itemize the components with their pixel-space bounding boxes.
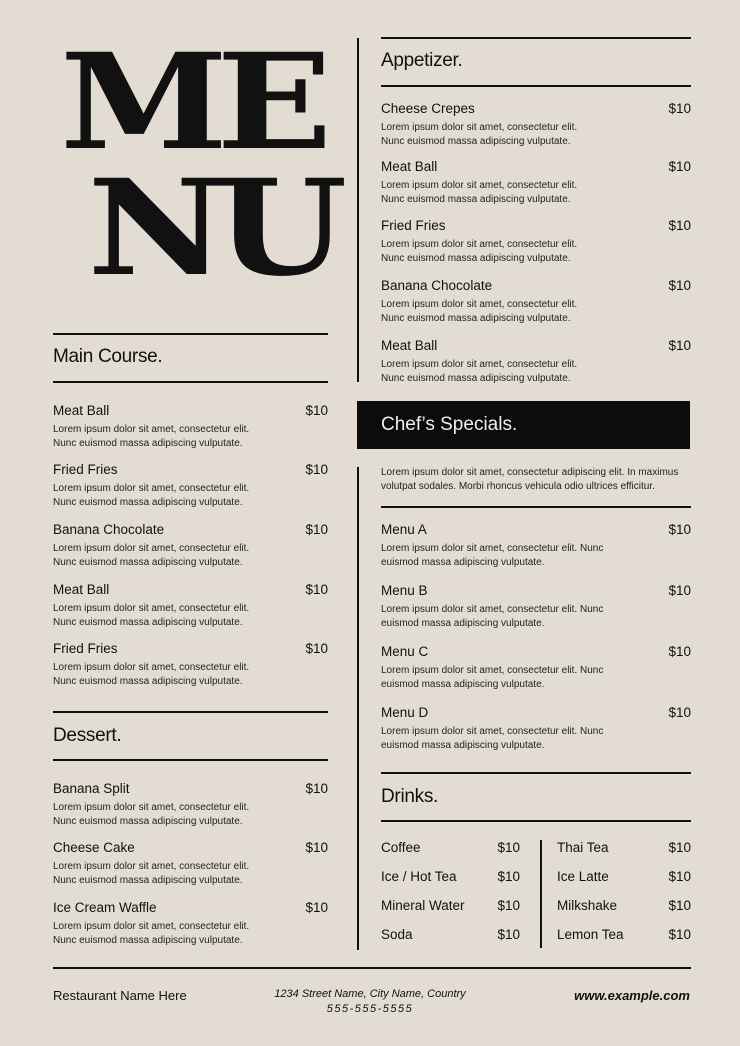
menu-item xyxy=(53,462,328,510)
main-course-heading: Main Course. xyxy=(53,346,163,367)
menu-item xyxy=(381,705,691,753)
item-name: Menu B xyxy=(381,583,428,598)
menu-item xyxy=(53,641,328,689)
item-description-line1: Lorem ipsum dolor sit amet, consectetur elit. xyxy=(381,239,578,250)
item-description-line1: Lorem ipsum dolor sit amet, consectetur elit. xyxy=(53,861,250,872)
item-description-line2: Nunc euismod massa adipiscing vulputate. xyxy=(381,194,571,205)
menu-item xyxy=(53,900,328,948)
menu-item xyxy=(381,338,691,386)
divider xyxy=(53,711,328,713)
item-price: $10 xyxy=(305,641,328,656)
item-price: $10 xyxy=(305,781,328,796)
drink-price: $10 xyxy=(497,869,520,884)
item-description-line2: Nunc euismod massa adipiscing vulputate. xyxy=(53,816,243,827)
item-description-line2: Nunc euismod massa adipiscing vulputate. xyxy=(381,136,571,147)
drink-price: $10 xyxy=(668,898,691,913)
drink-price: $10 xyxy=(497,898,520,913)
item-price: $10 xyxy=(668,218,691,233)
item-price: $10 xyxy=(668,101,691,116)
dessert-heading: Dessert. xyxy=(53,725,122,746)
menu-item xyxy=(381,101,691,149)
drink-price: $10 xyxy=(668,840,691,855)
divider xyxy=(381,772,691,774)
item-description-line2: Nunc euismod massa adipiscing vulputate. xyxy=(53,935,243,946)
item-description-line1: Lorem ipsum dolor sit amet, consectetur elit. xyxy=(53,603,250,614)
item-name: Banana Chocolate xyxy=(53,522,165,537)
item-price: $10 xyxy=(668,278,691,293)
drink-item xyxy=(381,927,520,942)
item-description-line2: Nunc euismod massa adipiscing vulputate. xyxy=(53,676,243,687)
item-description-line1: Lorem ipsum dolor sit amet, consectetur elit. xyxy=(53,483,250,494)
menu-title-line1: ME xyxy=(60,25,321,180)
item-description xyxy=(381,298,691,326)
item-description-line2: euismod massa adipiscing vulputate. xyxy=(381,740,545,751)
item-description-line2: Nunc euismod massa adipiscing vulputate. xyxy=(53,557,243,568)
footer-divider xyxy=(53,967,691,969)
divider xyxy=(381,506,691,508)
item-description-line1: Lorem ipsum dolor sit amet, consectetur elit. xyxy=(53,921,250,932)
drink-price: $10 xyxy=(668,927,691,942)
item-description xyxy=(381,542,691,570)
divider xyxy=(53,759,328,761)
item-name: Fried Fries xyxy=(53,462,118,477)
item-name: Meat Ball xyxy=(53,403,110,418)
specials-intro-line2: volutpat sodales. Morbi rhoncus vehicula odio ultrices efficitur. xyxy=(381,481,655,492)
specials-intro-line1: Lorem ipsum dolor sit amet, consectetur adipiscing elit. In maximus xyxy=(381,467,679,478)
drink-item xyxy=(381,840,520,855)
item-description-line2: euismod massa adipiscing vulputate. xyxy=(381,618,545,629)
item-name: Meat Ball xyxy=(381,159,438,174)
item-name: Menu A xyxy=(381,522,427,537)
drink-item xyxy=(557,927,691,942)
item-description xyxy=(53,801,328,829)
item-price: $10 xyxy=(668,583,691,598)
item-name: Menu C xyxy=(381,644,429,659)
item-description-line2: euismod massa adipiscing vulputate. xyxy=(381,557,545,568)
item-description-line2: Nunc euismod massa adipiscing vulputate. xyxy=(381,253,571,264)
item-description xyxy=(381,121,691,149)
drink-item xyxy=(557,869,691,884)
menu-item xyxy=(53,582,328,630)
item-name: Banana Chocolate xyxy=(381,278,493,293)
item-description xyxy=(381,725,691,753)
item-description-line1: Lorem ipsum dolor sit amet, consectetur elit. xyxy=(381,180,578,191)
restaurant-name: Restaurant Name Here xyxy=(53,988,187,1003)
divider xyxy=(53,381,328,383)
item-name: Meat Ball xyxy=(381,338,438,353)
item-price: $10 xyxy=(305,582,328,597)
menu-item xyxy=(381,218,691,266)
column-divider xyxy=(357,467,359,950)
item-name: Ice Cream Waffle xyxy=(53,900,157,915)
item-price: $10 xyxy=(305,900,328,915)
item-price: $10 xyxy=(305,403,328,418)
drink-name: Thai Tea xyxy=(557,840,609,855)
specials-intro xyxy=(381,466,701,494)
item-description-line1: Lorem ipsum dolor sit amet, consectetur elit. xyxy=(381,359,578,370)
menu-item xyxy=(53,781,328,829)
item-description-line1: Lorem ipsum dolor sit amet, consectetur elit. xyxy=(53,662,250,673)
item-description xyxy=(53,602,328,630)
menu-item xyxy=(381,522,691,570)
item-description-line2: Nunc euismod massa adipiscing vulputate. xyxy=(381,373,571,384)
divider xyxy=(381,820,691,822)
drink-item xyxy=(557,840,691,855)
menu-item xyxy=(53,403,328,451)
item-name: Meat Ball xyxy=(53,582,110,597)
item-description-line1: Lorem ipsum dolor sit amet, consectetur elit. Nunc xyxy=(381,726,604,737)
item-description-line2: euismod massa adipiscing vulputate. xyxy=(381,679,545,690)
drink-item xyxy=(381,898,520,913)
divider xyxy=(53,333,328,335)
drink-name: Ice Latte xyxy=(557,869,609,884)
item-price: $10 xyxy=(305,840,328,855)
item-description-line1: Lorem ipsum dolor sit amet, consectetur elit. Nunc xyxy=(381,543,604,554)
item-description xyxy=(381,358,691,386)
column-divider xyxy=(357,38,359,382)
item-price: $10 xyxy=(305,462,328,477)
address: 1234 Street Name, City Name, Country xyxy=(274,988,466,1000)
phone: 555-555-5555 xyxy=(326,1003,414,1015)
menu-item xyxy=(381,644,691,692)
drink-item xyxy=(381,869,520,884)
item-description-line2: Nunc euismod massa adipiscing vulputate. xyxy=(381,313,571,324)
menu-title-line2: NU xyxy=(87,151,336,306)
menu-item xyxy=(381,159,691,207)
drinks-divider xyxy=(540,840,542,948)
item-name: Cheese Cake xyxy=(53,840,135,855)
appetizer-heading: Appetizer. xyxy=(381,50,463,71)
item-description xyxy=(381,238,691,266)
item-description xyxy=(53,423,328,451)
menu-item xyxy=(53,840,328,888)
item-description xyxy=(53,661,328,689)
item-description-line2: Nunc euismod massa adipiscing vulputate. xyxy=(53,617,243,628)
item-price: $10 xyxy=(668,159,691,174)
item-description xyxy=(381,664,691,692)
drink-price: $10 xyxy=(497,840,520,855)
menu-item xyxy=(381,583,691,631)
item-name: Fried Fries xyxy=(53,641,118,656)
drink-name: Ice / Hot Tea xyxy=(381,869,457,884)
item-price: $10 xyxy=(668,338,691,353)
item-name: Menu D xyxy=(381,705,429,720)
item-description-line2: Nunc euismod massa adipiscing vulputate. xyxy=(53,875,243,886)
item-description-line1: Lorem ipsum dolor sit amet, consectetur elit. xyxy=(53,543,250,554)
divider xyxy=(381,85,691,87)
drinks-heading: Drinks. xyxy=(381,786,439,807)
item-description xyxy=(53,542,328,570)
item-description-line1: Lorem ipsum dolor sit amet, consectetur elit. xyxy=(53,802,250,813)
drink-name: Coffee xyxy=(381,840,421,855)
item-name: Banana Split xyxy=(53,781,130,796)
drink-name: Soda xyxy=(381,927,413,942)
menu-item xyxy=(53,522,328,570)
item-description-line1: Lorem ipsum dolor sit amet, consectetur elit. xyxy=(381,122,578,133)
item-description-line1: Lorem ipsum dolor sit amet, consectetur elit. xyxy=(381,299,578,310)
item-description xyxy=(381,603,691,631)
drink-price: $10 xyxy=(497,927,520,942)
item-description xyxy=(381,179,691,207)
item-price: $10 xyxy=(668,644,691,659)
item-description xyxy=(53,920,328,948)
item-price: $10 xyxy=(668,522,691,537)
item-description-line1: Lorem ipsum dolor sit amet, consectetur elit. Nunc xyxy=(381,665,604,676)
item-name: Cheese Crepes xyxy=(381,101,475,116)
drink-name: Lemon Tea xyxy=(557,927,624,942)
item-price: $10 xyxy=(305,522,328,537)
divider xyxy=(381,37,691,39)
item-description-line1: Lorem ipsum dolor sit amet, consectetur elit. Nunc xyxy=(381,604,604,615)
item-name: Fried Fries xyxy=(381,218,446,233)
menu-title xyxy=(60,25,365,306)
item-description xyxy=(53,482,328,510)
chefs-specials-banner: Chef’s Specials. xyxy=(357,401,690,449)
drink-price: $10 xyxy=(668,869,691,884)
item-price: $10 xyxy=(668,705,691,720)
item-description-line2: Nunc euismod massa adipiscing vulputate. xyxy=(53,497,243,508)
item-description-line2: Nunc euismod massa adipiscing vulputate. xyxy=(53,438,243,449)
item-description-line1: Lorem ipsum dolor sit amet, consectetur elit. xyxy=(53,424,250,435)
drink-name: Milkshake xyxy=(557,898,618,913)
drink-name: Mineral Water xyxy=(381,898,465,913)
website[interactable]: www.example.com xyxy=(574,988,690,1003)
item-description xyxy=(53,860,328,888)
drink-item xyxy=(557,898,691,913)
menu-item xyxy=(381,278,691,326)
